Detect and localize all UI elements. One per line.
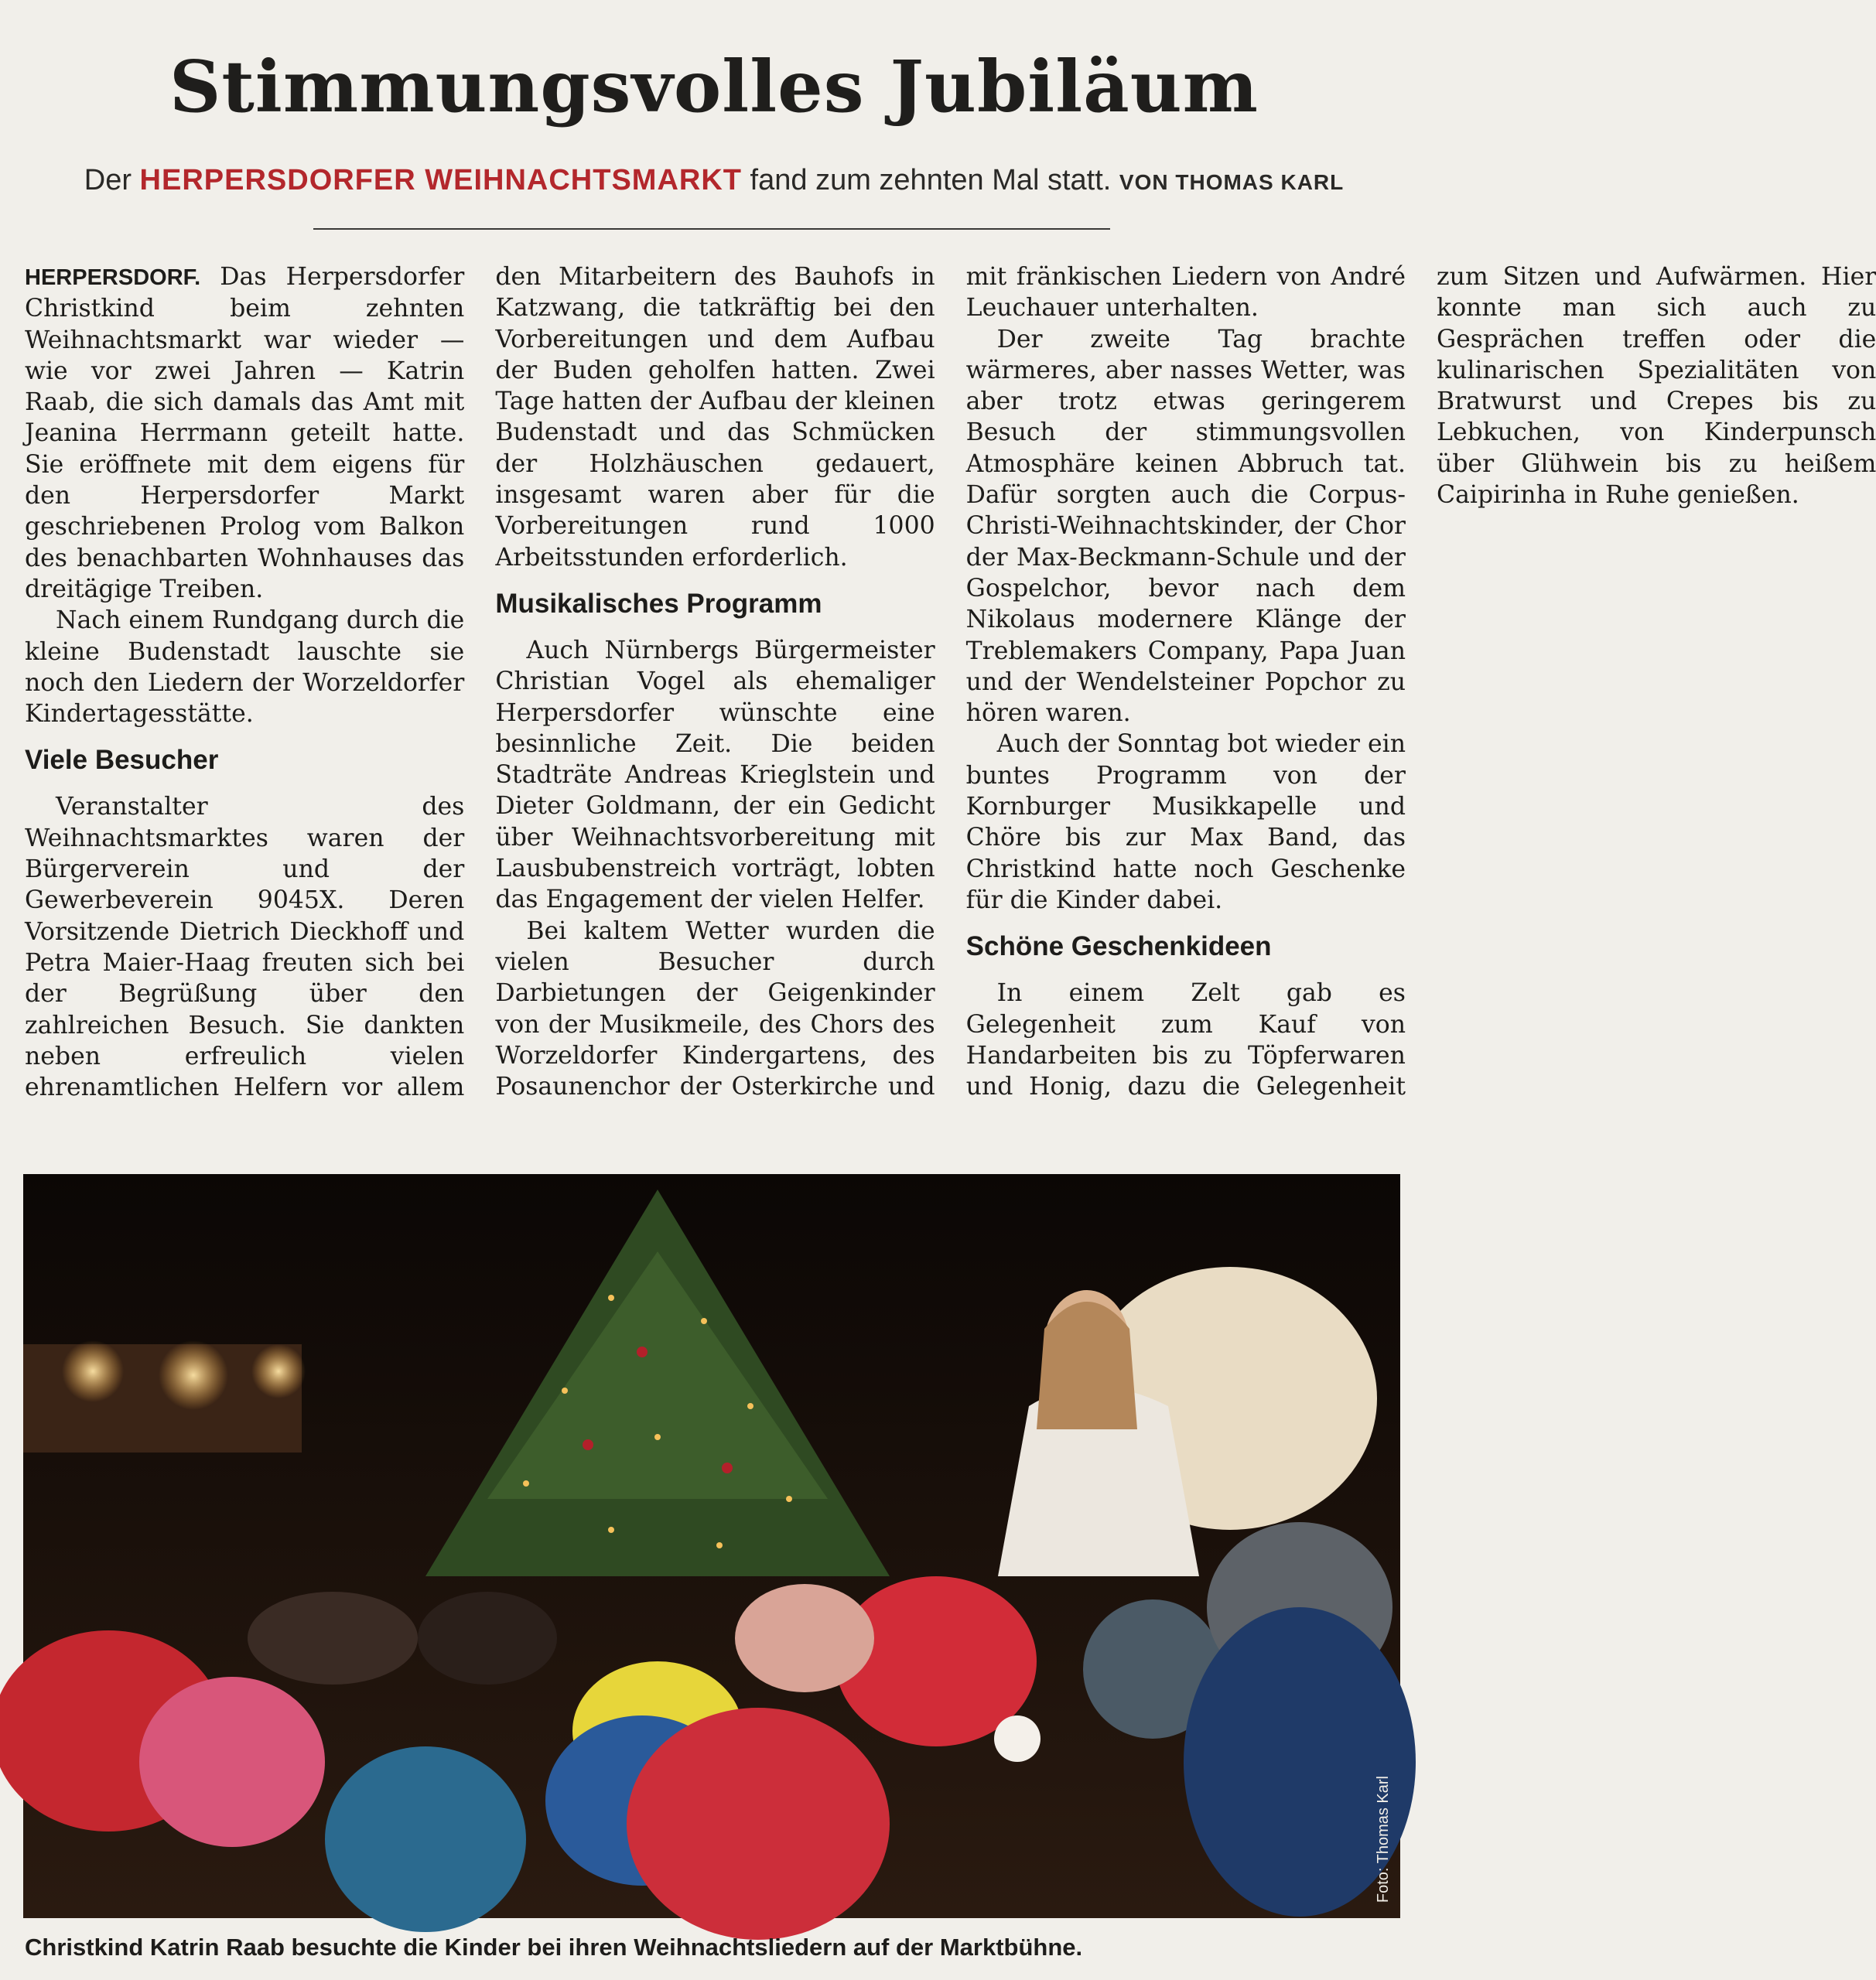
headline: Stimmungsvolles Jubiläum bbox=[169, 45, 1259, 128]
paragraph-1 bbox=[25, 261, 464, 605]
subheadline-pre: Der bbox=[84, 164, 140, 196]
paragraph-5: Bei kaltem Wetter wurden die vielen Besucher durch Darbietungen der Geigenkinder von der Musikmeile, des Chors des Worzeldorfer Kindergartens, des Posaunenchor der Osterkirche und mit fränkischen Liedern von André Leuchauer unterhalten. bbox=[495, 263, 1406, 1101]
divider-rule bbox=[313, 228, 1110, 230]
paragraph-3: Veranstalter des Weihnachtsmarktes waren der Bürgerverein und der Gewerbeverein 9045X. Deren Vorsitzende Dietrich Dieckhoff und Petra Maier-Haag freuten sich bei der Begrüßung über den zahlreichen Besuch. Sie dankten neben erfreulich vielen ehrenamtlichen Helfern vor allem den Mitarbeitern des Bauhofs in Katzwang, die tatkräftig bei den Vorbereitungen und dem Aufbau der Buden geholfen hatten. Zwei Tage hatten der Aufbau der kleinen Budenstadt und das Schmücken der Holzhäuschen gedauert, insgesamt waren aber für die Vorbereitungen rund 1000 Arbeitsstunden erforderlich. bbox=[25, 263, 935, 1102]
paragraph-2: Nach einem Rundgang durch die kleine Budenstadt lauschte sie noch den Liedern der Worzeldorfer Kindertagesstätte. bbox=[25, 606, 465, 729]
photo-credit: Foto: Thomas Karl bbox=[1375, 1775, 1392, 1903]
paragraph-7: Auch der Sonntag bot wieder ein buntes Programm von der Kornburger Musikkapelle und Chöre bis zur Max Band, das Christkind hatte noch Geschenke für die Kinder dabei. bbox=[965, 730, 1406, 914]
subheading-viele-besucher: Viele Besucher bbox=[25, 745, 219, 776]
photo-caption: Christkind Katrin Raab besuchte die Kinder bei ihren Weihnachtsliedern auf der Marktbühne. bbox=[25, 1934, 1083, 1961]
subheadline-highlight: HERPERSDORFER WEIHNACHTSMARKT bbox=[139, 164, 742, 196]
photo bbox=[23, 1174, 1400, 1918]
paragraph-6: Der zweite Tag brachte wärmeres, aber nasses Wetter, was aber trotz etwas geringerem Besuch der stimmungsvollen Atmosphäre keinen Abbruch tat. Dafür sorgten auch die Corpus-Christi-Weihnachtskinder, der Chor der Max-Beckmann-Schule und der Gospelchor, bevor nach dem Nikolaus modernere Klänge der Treblemakers Company, Papa Juan und der Wendelsteiner Popchor zu hören waren. bbox=[965, 325, 1406, 728]
photo-illustration bbox=[23, 1174, 1400, 1918]
byline: VON THOMAS KARL bbox=[1119, 170, 1345, 194]
paragraph-4: Auch Nürnbergs Bürgermeister Christian Vogel als ehemaliger Herpersdorfer wünschte eine besinnliche Zeit. Die beiden Stadträte Andreas Krieglstein und Dieter Goldmann, der ein Gedicht über Weihnachtsvorbereitung mit Lausbubenstreich vorträgt, lobten das Engagement der vielen Helfer. bbox=[495, 636, 935, 914]
subheadline bbox=[0, 159, 1428, 204]
paragraph-1-text: Das Herpersdorfer Christkind beim zehnten Weihnachtsmarkt war wieder — wie vor zwei Jahren — Katrin Raab, die sich damals das Amt mit Jeanina Herrmann geteilt hatte. Sie eröffnete mit dem eigens für den Herpersdorfer Markt geschriebenen Prolog vom Balkon des benachbarten Wohnhauses das dreitägige Treiben. bbox=[25, 263, 465, 603]
subheading-musikalisches-programm: Musikalisches Programm bbox=[495, 588, 822, 619]
dateline: HERPERSDORF. bbox=[25, 265, 201, 290]
article-column-flow bbox=[25, 261, 1876, 1128]
subheadline-post: fand zum zehnten Mal statt. bbox=[742, 164, 1119, 196]
subheading-schoene-geschenkideen: Schöne Geschenkideen bbox=[965, 931, 1272, 962]
paragraph-8: In einem Zelt gab es Gelegenheit zum Kauf von Handarbeiten bis zu Töpferwaren und Honig, dazu die Gelegenheit zum Sitzen und Aufwärmen. Hier konnte man sich auch zu Gesprächen treffen oder die kulinarischen Spezialitäten von Bratwurst und Crepes bis zu Lebkuchen, von Kinderpunsch über Glühwein bis zu heißem Caipirinha in Ruhe genießen. bbox=[965, 263, 1876, 1101]
